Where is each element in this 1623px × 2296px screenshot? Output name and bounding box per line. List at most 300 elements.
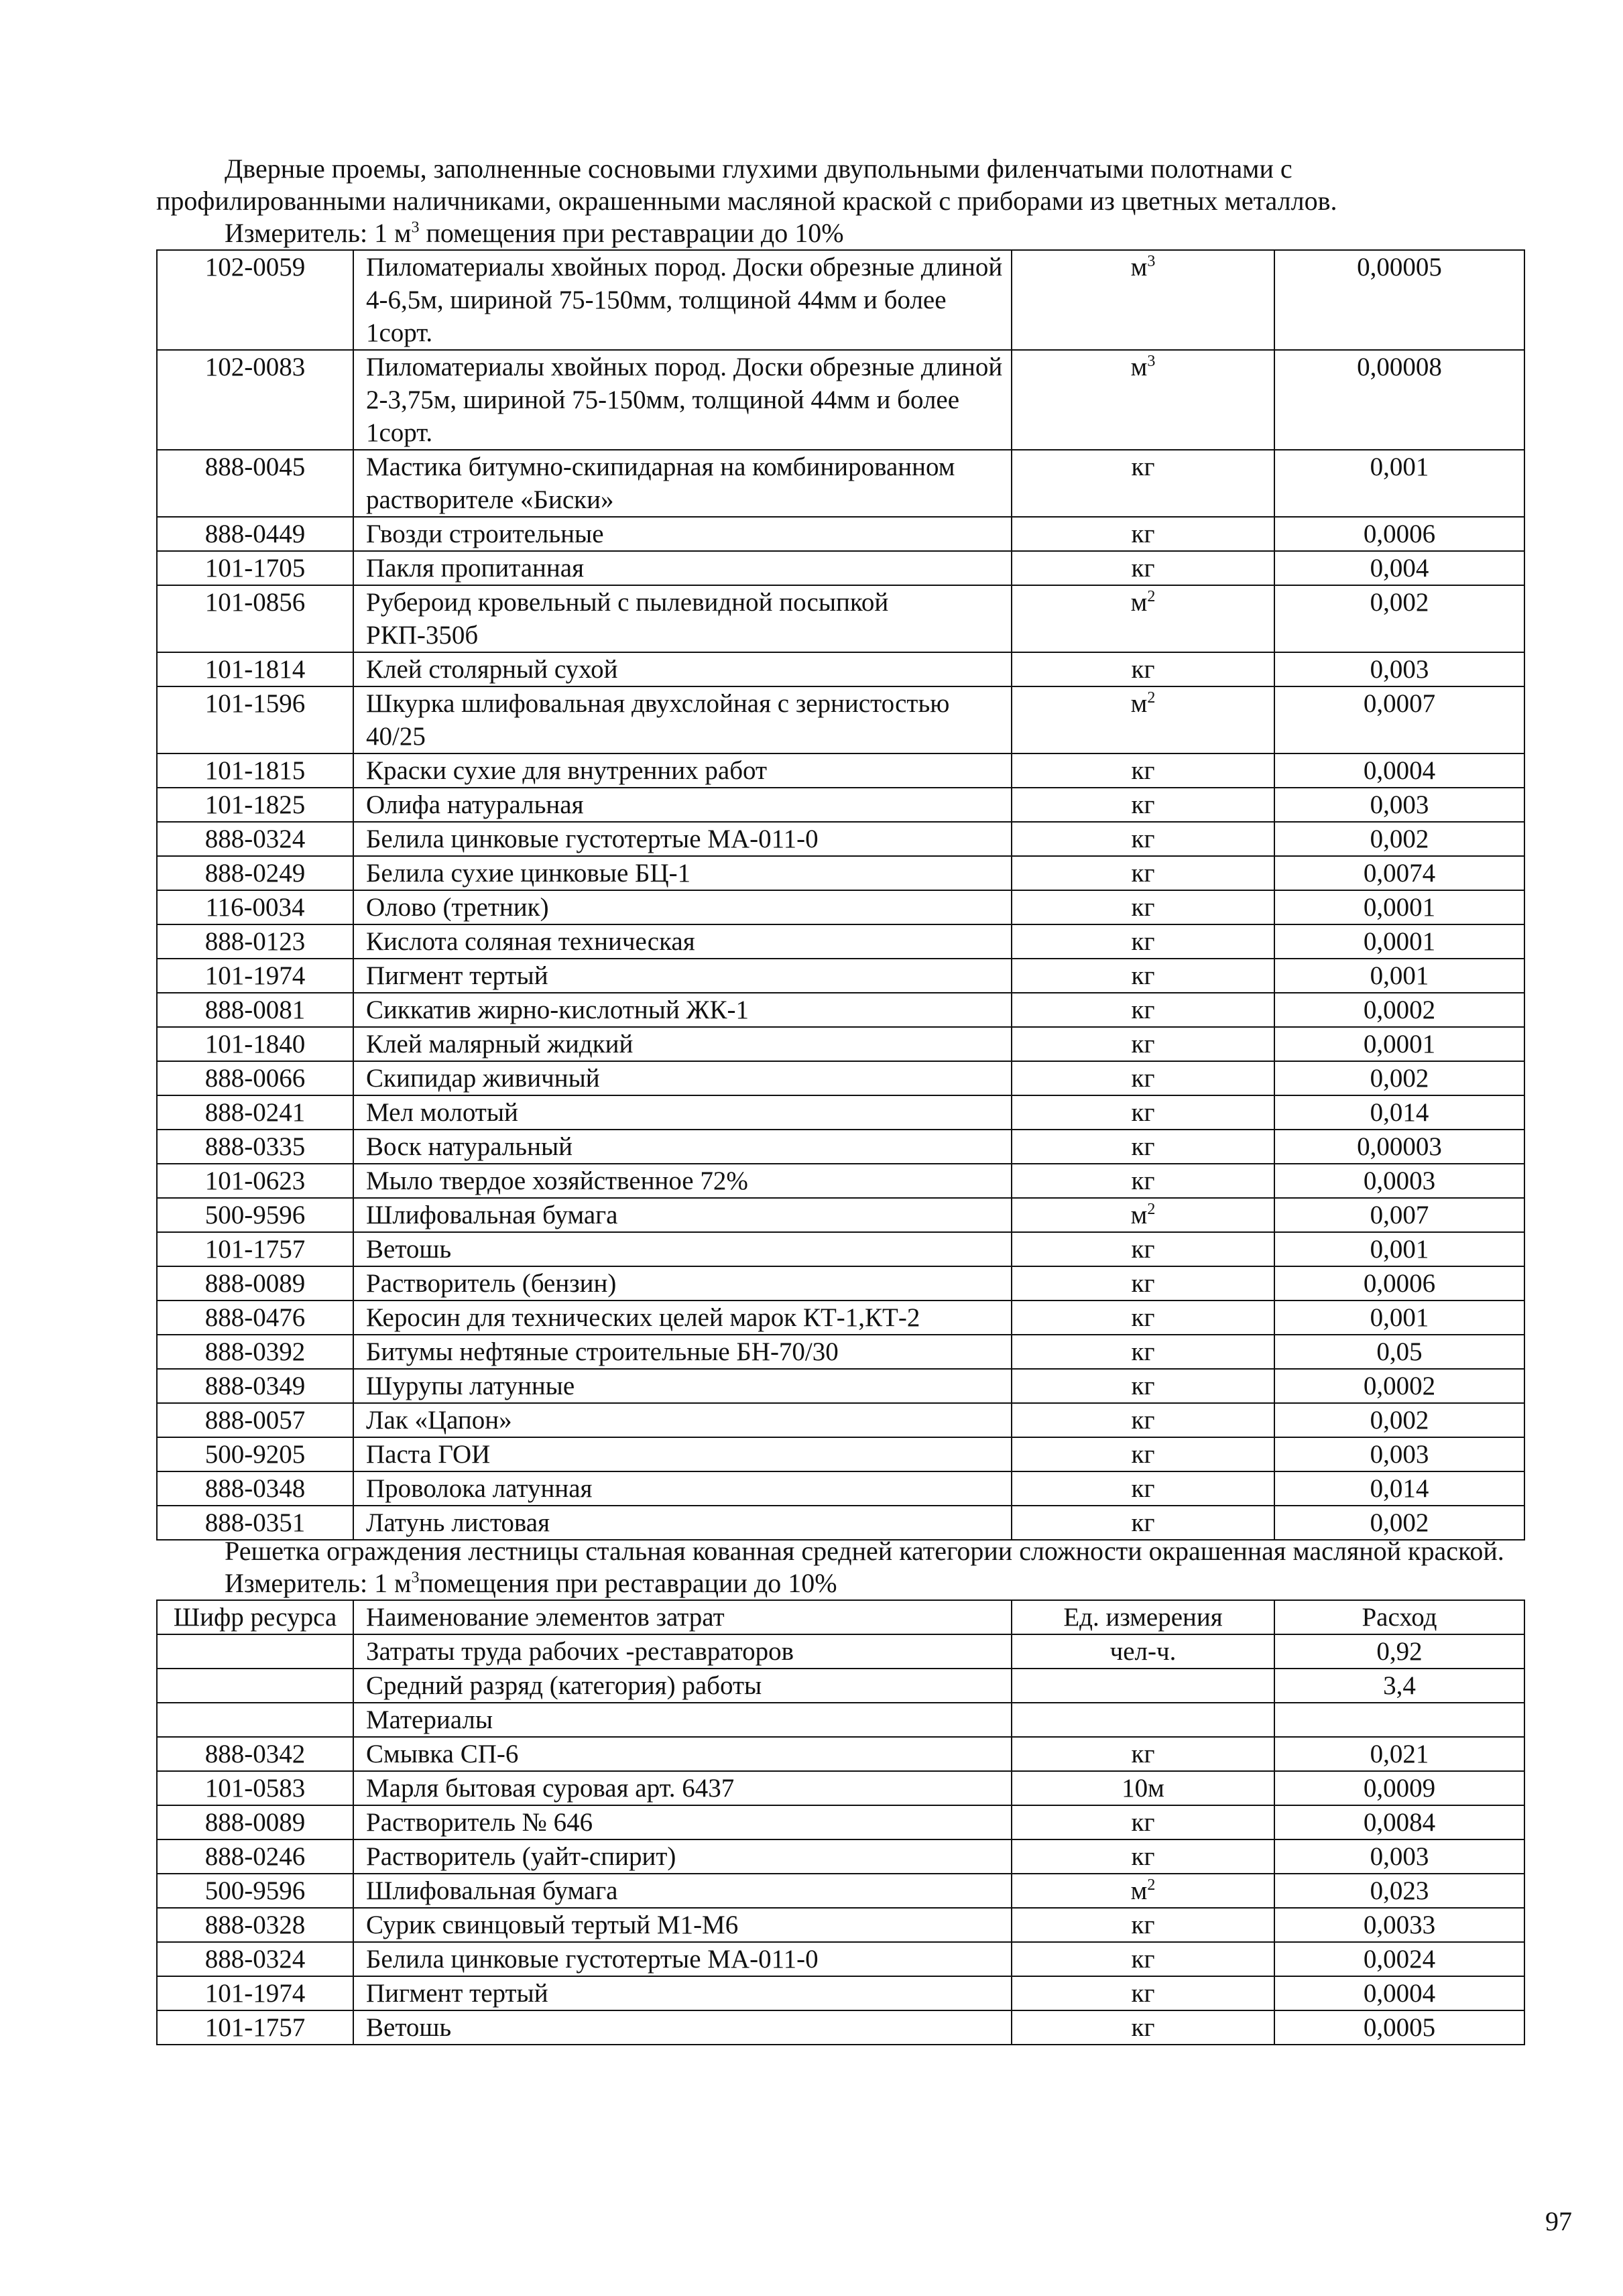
resource-code-cell <box>157 652 353 686</box>
consumption-cell-text: 0,0004 <box>1363 756 1436 785</box>
consumption-cell <box>1274 856 1524 890</box>
resource-name-cell <box>353 1771 1012 1805</box>
table-row <box>157 1369 1524 1403</box>
consumption-cell-text: 0,0024 <box>1363 1945 1436 1974</box>
resource-code-cell <box>157 1027 353 1061</box>
resource-name-cell <box>353 1942 1012 1976</box>
consumption-cell <box>1274 1403 1524 1437</box>
consumption-cell-text: 0,014 <box>1370 1474 1429 1503</box>
consumption-cell <box>1274 1805 1524 1839</box>
resource-name-cell-text: Ветошь <box>366 2013 452 2042</box>
resource-name-cell <box>353 1335 1012 1369</box>
consumption-cell-text: 0,007 <box>1370 1201 1429 1229</box>
consumption-cell-text: 0,002 <box>1370 1508 1429 1537</box>
unit-cell <box>1012 1437 1274 1471</box>
unit-cell <box>1012 585 1274 652</box>
consumption-cell <box>1274 652 1524 686</box>
consumption-cell <box>1274 1369 1524 1403</box>
consumption-cell <box>1274 1874 1524 1908</box>
unit-cell-text: м <box>1130 1201 1148 1229</box>
resource-code-cell <box>157 1164 353 1198</box>
resource-name-cell-text: Воск натуральный <box>366 1132 573 1161</box>
section2-measure-sup: 3 <box>411 1569 420 1587</box>
resource-code-cell-text: 888-0089 <box>204 1808 306 1837</box>
table-row <box>157 1403 1524 1437</box>
consumption-cell <box>1274 1703 1524 1737</box>
resource-name-cell-text: Затраты труда рабочих -реставраторов <box>366 1637 794 1666</box>
consumption-cell-text: 0,001 <box>1370 452 1429 481</box>
resource-code-cell <box>157 1874 353 1908</box>
consumption-cell <box>1274 753 1524 788</box>
unit-cell <box>1012 924 1274 959</box>
unit-cell-text: кг <box>1131 1166 1155 1195</box>
unit-exponent: 3 <box>1147 353 1156 370</box>
consumption-cell <box>1274 1942 1524 1976</box>
resource-name-cell-text: Сиккатив жирно-кислотный ЖК-1 <box>366 995 749 1024</box>
consumption-cell <box>1274 1232 1524 1266</box>
consumption-cell-text: 0,003 <box>1370 1842 1429 1871</box>
unit-cell-text: кг <box>1131 1132 1155 1161</box>
unit-cell-text: кг <box>1131 1474 1155 1503</box>
unit-cell-text: кг <box>1131 1372 1155 1400</box>
consumption-cell <box>1274 1061 1524 1095</box>
table-row <box>157 1095 1524 1130</box>
table-row <box>157 993 1524 1027</box>
resource-name-cell-text: Кислота соляная техническая <box>366 927 695 956</box>
resource-code-cell <box>157 1471 353 1506</box>
resource-name-cell <box>353 2010 1012 2045</box>
unit-cell-text: кг <box>1131 1979 1155 2008</box>
resource-code-cell <box>157 450 353 517</box>
unit-cell <box>1012 517 1274 551</box>
unit-cell-text: кг <box>1131 825 1155 853</box>
resource-code-cell <box>157 1771 353 1805</box>
resource-name-cell-text: Краски сухие для внутренних работ <box>366 756 768 785</box>
resource-code-cell <box>157 856 353 890</box>
section2-table-body <box>157 1634 1524 2045</box>
resource-code-cell-text: 101-1840 <box>204 1030 306 1059</box>
resource-name-cell-text: Мыло твердое хозяйственное 72% <box>366 1166 748 1195</box>
resource-name-cell-text: Скипидар живичный <box>366 1064 600 1093</box>
resource-name-cell-text: Пиломатериалы хвойных пород. Доски обрезные длиной 4-6,5м, шириной 75-150мм, толщиной 44мм и более 1сорт. <box>366 253 1003 347</box>
resource-code-cell <box>157 551 353 585</box>
unit-cell-text: кг <box>1131 1842 1155 1871</box>
resource-code-cell-text: 888-0324 <box>204 825 306 853</box>
unit-cell <box>1012 1471 1274 1506</box>
resource-name-cell-text: Мел молотый <box>366 1098 518 1127</box>
consumption-cell-text: 0,0005 <box>1363 2013 1436 2042</box>
resource-name-cell-text: Лак «Цапон» <box>366 1406 512 1435</box>
table-row <box>157 1908 1524 1942</box>
resource-code-cell <box>157 1437 353 1471</box>
consumption-cell <box>1274 1130 1524 1164</box>
consumption-cell <box>1274 1839 1524 1874</box>
resource-code-cell <box>157 250 353 350</box>
resource-name-cell-text: Марля бытовая суровая арт. 6437 <box>366 1774 735 1803</box>
resource-name-cell-text: Латунь листовая <box>366 1508 550 1537</box>
resource-code-cell <box>157 1737 353 1771</box>
unit-cell-text: кг <box>1131 1064 1155 1093</box>
unit-cell-text: кг <box>1131 1337 1155 1366</box>
resource-name-cell <box>353 1908 1012 1942</box>
resource-name-cell-text: Белила цинковые густотертые МА-011-0 <box>366 825 819 853</box>
consumption-cell-text: 0,002 <box>1370 1406 1429 1435</box>
consumption-cell <box>1274 924 1524 959</box>
resource-code-cell-text: 500-9205 <box>204 1440 306 1469</box>
resource-name-cell <box>353 1232 1012 1266</box>
unit-cell <box>1012 959 1274 993</box>
resource-code-cell-text: 101-1757 <box>204 1235 306 1264</box>
table-row <box>157 1874 1524 1908</box>
resource-code-cell <box>157 993 353 1027</box>
resource-code-cell <box>157 1403 353 1437</box>
consumption-cell-text: 0,0006 <box>1363 1269 1436 1298</box>
consumption-cell-text: 0,92 <box>1376 1637 1423 1666</box>
section1-measure-sup: 3 <box>411 219 420 237</box>
section2-table <box>156 1599 1525 2045</box>
resource-code-cell-text: 888-0392 <box>204 1337 306 1366</box>
unit-cell <box>1012 652 1274 686</box>
table-row <box>157 1027 1524 1061</box>
table-row <box>157 250 1524 350</box>
consumption-cell-text: 0,05 <box>1376 1337 1423 1366</box>
unit-cell-text: кг <box>1131 1098 1155 1127</box>
table-row <box>157 686 1524 753</box>
resource-name-cell <box>353 1369 1012 1403</box>
unit-cell <box>1012 1737 1274 1771</box>
table-row <box>157 1471 1524 1506</box>
resource-name-cell-text: Шлифовальная бумага <box>366 1876 618 1905</box>
resource-code-cell-text: 101-1825 <box>204 790 306 819</box>
consumption-cell <box>1274 1737 1524 1771</box>
consumption-cell <box>1274 517 1524 551</box>
resource-name-cell <box>353 822 1012 856</box>
header-resource-code: Шифр ресурса <box>157 1600 353 1634</box>
table-row <box>157 585 1524 652</box>
section1-title-line1: Дверные проемы, заполненные сосновыми глухими двупольными филенчатыми полотнами с <box>225 154 1293 184</box>
table-row <box>157 1634 1524 1669</box>
unit-cell-text: кг <box>1131 1740 1155 1768</box>
unit-exponent: 2 <box>1147 588 1156 605</box>
consumption-cell-text: 0,023 <box>1370 1876 1429 1905</box>
unit-cell-text: кг <box>1131 790 1155 819</box>
consumption-cell-text: 0,0033 <box>1363 1911 1436 1939</box>
table-row <box>157 1703 1524 1737</box>
unit-cell-text: кг <box>1131 1808 1155 1837</box>
unit-cell <box>1012 1942 1274 1976</box>
resource-name-cell-text: Смывка СП-6 <box>366 1740 519 1768</box>
resource-name-cell-text: Растворитель (уайт-спирит) <box>366 1842 676 1871</box>
unit-cell <box>1012 890 1274 924</box>
table-row <box>157 1164 1524 1198</box>
resource-code-cell-text: 888-0351 <box>204 1508 306 1537</box>
resource-name-cell <box>353 1703 1012 1737</box>
resource-name-cell-text: Клей малярный жидкий <box>366 1030 634 1059</box>
consumption-cell-text: 0,0006 <box>1363 520 1436 548</box>
resource-code-cell <box>157 1669 353 1703</box>
consumption-cell-text: 0,0007 <box>1363 689 1436 718</box>
resource-code-cell-text: 888-0081 <box>204 995 306 1024</box>
table-row <box>157 1335 1524 1369</box>
consumption-cell-text: 0,0001 <box>1363 893 1436 922</box>
resource-code-cell-text: 888-0066 <box>204 1064 306 1093</box>
header-unit: Ед. измерения <box>1012 1600 1274 1634</box>
header-cost-element-name: Наименование элементов затрат <box>353 1600 1012 1634</box>
resource-code-cell-text: 101-1815 <box>204 756 306 785</box>
consumption-cell <box>1274 585 1524 652</box>
section1-measure-prefix: Измеритель: 1 м <box>225 218 412 248</box>
consumption-cell-text: 0,0074 <box>1363 859 1436 888</box>
resource-name-cell <box>353 652 1012 686</box>
resource-name-cell <box>353 686 1012 753</box>
consumption-cell <box>1274 993 1524 1027</box>
resource-name-cell <box>353 1839 1012 1874</box>
consumption-cell-text: 0,002 <box>1370 825 1429 853</box>
table-row <box>157 856 1524 890</box>
unit-cell <box>1012 1266 1274 1301</box>
resource-code-cell-text: 888-0342 <box>204 1740 306 1768</box>
page-number: 97 <box>1545 2206 1572 2236</box>
resource-name-cell-text: Пигмент тертый <box>366 961 548 990</box>
resource-code-cell-text: 101-1757 <box>204 2013 306 2042</box>
consumption-cell <box>1274 1266 1524 1301</box>
resource-name-cell <box>353 1266 1012 1301</box>
resource-code-cell <box>157 1942 353 1976</box>
resource-name-cell <box>353 585 1012 652</box>
consumption-cell <box>1274 788 1524 822</box>
consumption-cell <box>1274 890 1524 924</box>
section-door-openings <box>156 153 1524 1540</box>
table-row <box>157 1301 1524 1335</box>
consumption-cell-text: 0,00005 <box>1357 253 1442 282</box>
resource-code-cell-text: 101-0623 <box>204 1166 306 1195</box>
resource-code-cell-text: 102-0083 <box>204 353 306 381</box>
unit-cell <box>1012 788 1274 822</box>
resource-code-cell <box>157 1266 353 1301</box>
table-row <box>157 1198 1524 1232</box>
section2-header-row <box>157 1600 1524 1634</box>
consumption-cell <box>1274 1164 1524 1198</box>
consumption-cell <box>1274 1198 1524 1232</box>
resource-name-cell <box>353 1737 1012 1771</box>
unit-cell-text: кг <box>1131 1508 1155 1537</box>
table-row <box>157 1061 1524 1095</box>
table-row <box>157 1805 1524 1839</box>
unit-cell-text: кг <box>1131 2013 1155 2042</box>
resource-name-cell-text: Олово (третник) <box>366 893 549 922</box>
table-row <box>157 450 1524 517</box>
unit-cell-text: чел-ч. <box>1109 1637 1177 1666</box>
resource-code-cell-text: 101-1974 <box>204 961 306 990</box>
unit-cell <box>1012 1703 1274 1737</box>
resource-name-cell-text: Пигмент тертый <box>366 1979 548 2008</box>
resource-name-cell <box>353 1634 1012 1669</box>
resource-name-cell-text: Шкурка шлифовальная двухслойная с зернистостью 40/25 <box>366 689 950 751</box>
table-row <box>157 1437 1524 1471</box>
unit-cell <box>1012 822 1274 856</box>
resource-name-cell <box>353 959 1012 993</box>
section2-title: Решетка ограждения лестницы стальная кованная средней категории сложности окрашенная масляной краской. <box>225 1536 1504 1566</box>
table-row <box>157 822 1524 856</box>
unit-cell-text: кг <box>1131 995 1155 1024</box>
resource-code-cell <box>157 1703 353 1737</box>
consumption-cell-text: 0,0002 <box>1363 1372 1436 1400</box>
consumption-cell <box>1274 1976 1524 2010</box>
resource-name-cell-text: Клей столярный сухой <box>366 655 618 684</box>
table-row <box>157 1976 1524 2010</box>
section2-measure <box>225 1567 1524 1599</box>
resource-code-cell-text: 500-9596 <box>204 1876 306 1905</box>
resource-code-cell-text: 888-0045 <box>204 452 306 481</box>
unit-cell-text: м <box>1130 253 1148 282</box>
unit-cell <box>1012 2010 1274 2045</box>
resource-code-cell <box>157 1805 353 1839</box>
resource-name-cell <box>353 1027 1012 1061</box>
unit-cell <box>1012 1130 1274 1164</box>
unit-cell-text: кг <box>1131 1945 1155 1974</box>
table-row <box>157 551 1524 585</box>
resource-name-cell-text: Мастика битумно-скипидарная на комбинированном растворителе «Биски» <box>366 452 955 514</box>
unit-exponent: 2 <box>1147 1201 1156 1218</box>
unit-cell-text: кг <box>1131 1303 1155 1332</box>
table-row <box>157 753 1524 788</box>
resource-name-cell <box>353 1437 1012 1471</box>
section1-table <box>156 249 1525 1540</box>
resource-name-cell-text: Проволока латунная <box>366 1474 593 1503</box>
resource-code-cell-text: 102-0059 <box>204 253 306 282</box>
unit-exponent: 3 <box>1147 253 1156 270</box>
resource-code-cell-text: 101-1705 <box>204 554 306 583</box>
unit-cell-text: м <box>1130 588 1148 617</box>
unit-cell <box>1012 1908 1274 1942</box>
resource-code-cell-text: 888-0335 <box>204 1132 306 1161</box>
consumption-cell-text: 0,003 <box>1370 790 1429 819</box>
resource-code-cell-text: 888-0328 <box>204 1911 306 1939</box>
consumption-cell-text: 0,002 <box>1370 1064 1429 1093</box>
resource-name-cell <box>353 1669 1012 1703</box>
unit-cell-text: 10м <box>1122 1774 1164 1803</box>
resource-code-cell-text: 101-1596 <box>204 689 306 718</box>
unit-cell <box>1012 1839 1274 1874</box>
resource-name-cell-text: Растворитель № 646 <box>366 1808 593 1837</box>
resource-code-cell <box>157 1232 353 1266</box>
unit-cell <box>1012 350 1274 450</box>
consumption-cell <box>1274 350 1524 450</box>
unit-cell-text: кг <box>1131 520 1155 548</box>
resource-name-cell <box>353 1061 1012 1095</box>
resource-name-cell <box>353 890 1012 924</box>
table-row <box>157 1232 1524 1266</box>
table-row <box>157 1130 1524 1164</box>
resource-code-cell <box>157 788 353 822</box>
unit-cell <box>1012 1771 1274 1805</box>
resource-code-cell <box>157 1634 353 1669</box>
resource-code-cell-text: 101-1974 <box>204 1979 306 2008</box>
resource-code-cell <box>157 753 353 788</box>
resource-name-cell-text: Керосин для технических целей марок КТ-1,КТ-2 <box>366 1303 920 1332</box>
resource-name-cell <box>353 856 1012 890</box>
consumption-cell-text: 0,0009 <box>1363 1774 1436 1803</box>
unit-cell-text: кг <box>1131 927 1155 956</box>
resource-code-cell <box>157 1369 353 1403</box>
section-stair-railing <box>156 1535 1524 2045</box>
consumption-cell-text: 0,0001 <box>1363 927 1436 956</box>
table-row <box>157 924 1524 959</box>
resource-code-cell-text: 888-0449 <box>204 520 306 548</box>
table-row <box>157 959 1524 993</box>
table-row <box>157 1669 1524 1703</box>
resource-name-cell <box>353 250 1012 350</box>
unit-cell <box>1012 993 1274 1027</box>
resource-code-cell-text: 888-0249 <box>204 859 306 888</box>
resource-name-cell-text: Пакля пропитанная <box>366 554 585 583</box>
unit-cell-text: кг <box>1131 893 1155 922</box>
unit-exponent: 2 <box>1147 1876 1156 1894</box>
resource-code-cell <box>157 585 353 652</box>
unit-cell <box>1012 551 1274 585</box>
unit-cell-text: кг <box>1131 1269 1155 1298</box>
resource-code-cell <box>157 959 353 993</box>
consumption-cell-text: 0,004 <box>1370 554 1429 583</box>
resource-name-cell <box>353 1198 1012 1232</box>
resource-name-cell <box>353 551 1012 585</box>
unit-cell-text: кг <box>1131 1406 1155 1435</box>
unit-cell-text: м <box>1130 1876 1148 1905</box>
consumption-cell-text: 0,001 <box>1370 1235 1429 1264</box>
unit-cell <box>1012 856 1274 890</box>
unit-cell <box>1012 1403 1274 1437</box>
resource-name-cell <box>353 517 1012 551</box>
resource-name-cell-text: Материалы <box>366 1705 493 1734</box>
resource-code-cell <box>157 1301 353 1335</box>
table-row <box>157 1942 1524 1976</box>
unit-cell-text: кг <box>1131 554 1155 583</box>
unit-cell <box>1012 753 1274 788</box>
resource-name-cell <box>353 1805 1012 1839</box>
resource-name-cell-text: Гвозди строительные <box>366 520 604 548</box>
unit-cell <box>1012 1976 1274 2010</box>
resource-name-cell <box>353 350 1012 450</box>
table-row <box>157 350 1524 450</box>
unit-cell-text: кг <box>1131 859 1155 888</box>
consumption-cell-text: 3,4 <box>1383 1671 1416 1700</box>
consumption-cell-text: 0,014 <box>1370 1098 1429 1127</box>
unit-cell <box>1012 1669 1274 1703</box>
consumption-cell <box>1274 1437 1524 1471</box>
resource-name-cell-text: Растворитель (бензин) <box>366 1269 617 1298</box>
table-row <box>157 1839 1524 1874</box>
header-consumption: Расход <box>1274 1600 1524 1634</box>
consumption-cell-text: 0,002 <box>1370 588 1429 617</box>
resource-code-cell-text: 888-0057 <box>204 1406 306 1435</box>
resource-name-cell <box>353 924 1012 959</box>
resource-code-cell-text: 888-0476 <box>204 1303 306 1332</box>
unit-cell <box>1012 1805 1274 1839</box>
resource-code-cell <box>157 686 353 753</box>
resource-code-cell <box>157 822 353 856</box>
resource-code-cell <box>157 1095 353 1130</box>
consumption-cell <box>1274 1669 1524 1703</box>
consumption-cell-text: 0,021 <box>1370 1740 1429 1768</box>
unit-cell <box>1012 686 1274 753</box>
consumption-cell <box>1274 822 1524 856</box>
resource-name-cell <box>353 1874 1012 1908</box>
resource-name-cell-text: Шурупы латунные <box>366 1372 575 1400</box>
resource-code-cell-text: 888-0123 <box>204 927 306 956</box>
unit-cell <box>1012 1027 1274 1061</box>
section1-measure <box>225 217 1524 249</box>
unit-cell <box>1012 1335 1274 1369</box>
